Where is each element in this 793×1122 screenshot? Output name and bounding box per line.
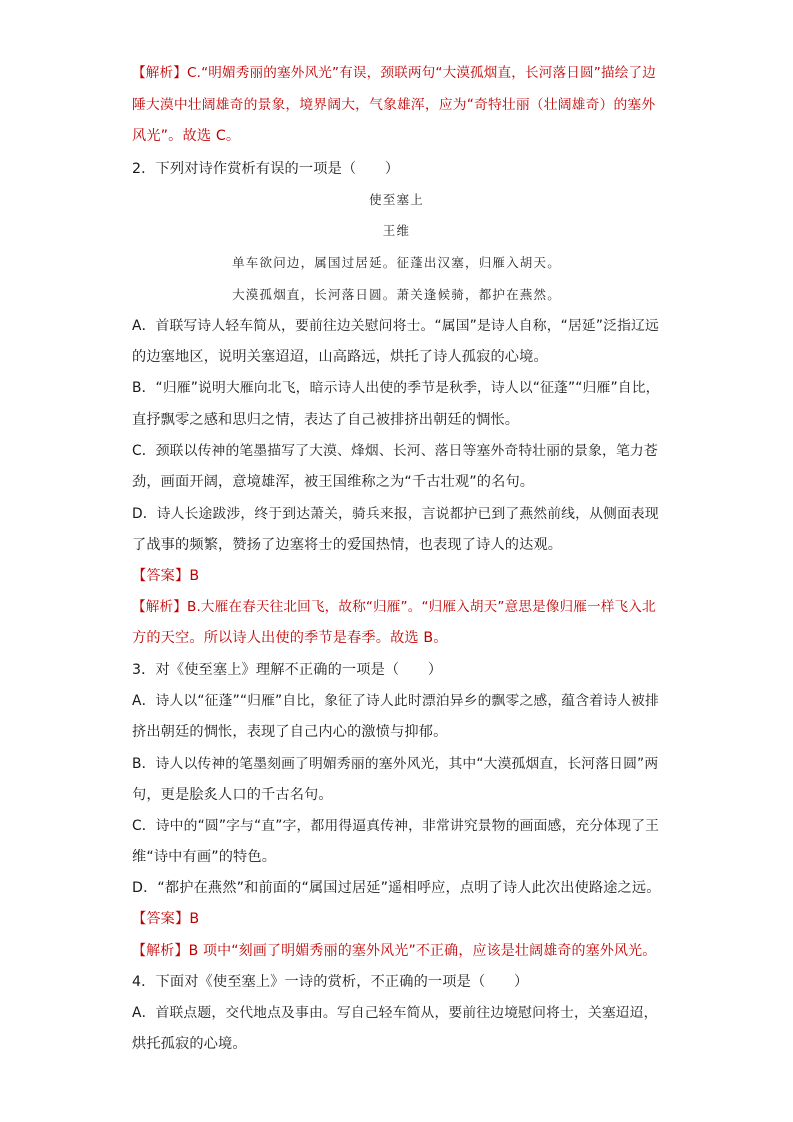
answer-line <box>132 566 662 586</box>
analysis-tag: 【解析】 <box>132 943 189 959</box>
option-line: B．诗人以传神的笔墨刻画了明媚秀丽的塞外风光，其中“大漠孤烟直，长河落日圆”两 <box>132 756 659 772</box>
option-line: D．“都护在燕然”和前面的“属国过居延”遥相呼应，点明了诗人此次出使路途之远。 <box>132 880 661 896</box>
answer-value: B <box>189 568 200 584</box>
analysis-line: 【解析】C.“明媚秀丽的塞外风光”有误，颈联两句“大漠孤烟直，长河落日圆”描绘了边 <box>132 65 656 81</box>
option-line: A．首联写诗人轻车简从，要前往边关慰问将士。“属国”是诗人自称，“居延”泛指辽远 <box>132 318 659 334</box>
poem-line: 大漠孤烟直，长河落日圆。萧关逢候骑，都护在燕然。 <box>232 287 561 302</box>
analysis-tag: 【解析】 <box>132 65 187 81</box>
analysis-line: 【解析】B 项中“刻画了明媚秀丽的塞外风光”不正确，应该是壮阔雄奇的塞外风光。 <box>132 943 657 959</box>
analysis-tag: 【解析】 <box>132 599 187 615</box>
poem-line: 单车欲问边，属国过居延。征蓬出汉塞，归雁入胡天。 <box>232 255 561 270</box>
option-line: B．“归雁”说明大雁向北飞，暗示诗人出使的季节是秋季，诗人以“征蓬”“归雁”自比， <box>132 380 660 396</box>
answer-value: B <box>189 911 200 927</box>
option-line: A．诗人以“征蓬”“归雁”自比，象征了诗人此时漂泊异乡的飘零之感，蕴含着诗人被排 <box>132 693 659 709</box>
option-line: 维“诗中有画”的特色。 <box>132 849 277 865</box>
option-line: 劲，画面开阔，意境雄浑，被王国维称之为“千古壮观”的名句。 <box>132 474 535 490</box>
analysis-line: 方的天空。所以诗人出使的季节是春季。故选 B。 <box>132 630 448 646</box>
poem-title: 使至塞上 <box>369 192 424 207</box>
analysis-line: 风光”。故选 C。 <box>132 128 241 144</box>
analysis-line: 陲大漠中壮阔雄奇的景象，境界阔大，气象雄浑，应为“奇特壮丽（壮阔雄奇）的塞外 <box>132 97 656 113</box>
question-4-stem: 4．下面对《使至塞上》一诗的赏析，不正确的一项是（ ） <box>132 974 529 990</box>
option-line: C．颈联以传神的笔墨描写了大漠、烽烟、长河、落日等塞外奇特壮丽的景象，笔力苍 <box>132 443 658 459</box>
answer-line <box>132 909 662 929</box>
option-line: 的边塞地区，说明关塞迢迢，山高路远，烘托了诗人孤寂的心境。 <box>132 349 548 365</box>
option-line: 烘托孤寂的心境。 <box>132 1036 247 1052</box>
question-3-stem: 3．对《使至塞上》理解不正确的一项是（ ） <box>132 662 443 678</box>
answer-tag: 【答案】 <box>132 911 190 927</box>
analysis-line: 【解析】B.大雁在春天往北回飞，故称“归雁”。“归雁入胡天”意思是像归雁一样飞入北 <box>132 599 656 615</box>
answer-tag: 【答案】 <box>132 568 190 584</box>
option-line: D．诗人长途跋涉，终于到达萧关，骑兵来报，言说都护已到了燕然前线，从侧面表现 <box>132 506 659 522</box>
option-line: 挤出朝廷的惆怅，表现了自己内心的激愤与抑郁。 <box>132 724 448 740</box>
option-line: A．首联点题，交代地点及事由。写自己轻车简从，要前往边境慰问将士，关塞迢迢， <box>132 1005 658 1021</box>
option-line: C．诗中的“圆”字与“直”字，都用得逼真传神，非常讲究景物的画面感，充分体现了王 <box>132 818 660 834</box>
option-line: 了战事的频繁，赞扬了边塞将士的爱国热情，也表现了诗人的达观。 <box>132 537 563 553</box>
option-line: 直抒飘零之感和思归之情，表达了自己被排挤出朝廷的惆怅。 <box>132 412 520 428</box>
option-line: 句，更是脍炙人口的千古名句。 <box>132 787 333 803</box>
question-2-stem: 2．下列对诗作赏析有误的一项是（ ） <box>132 161 400 177</box>
poem-author: 王维 <box>382 223 411 238</box>
